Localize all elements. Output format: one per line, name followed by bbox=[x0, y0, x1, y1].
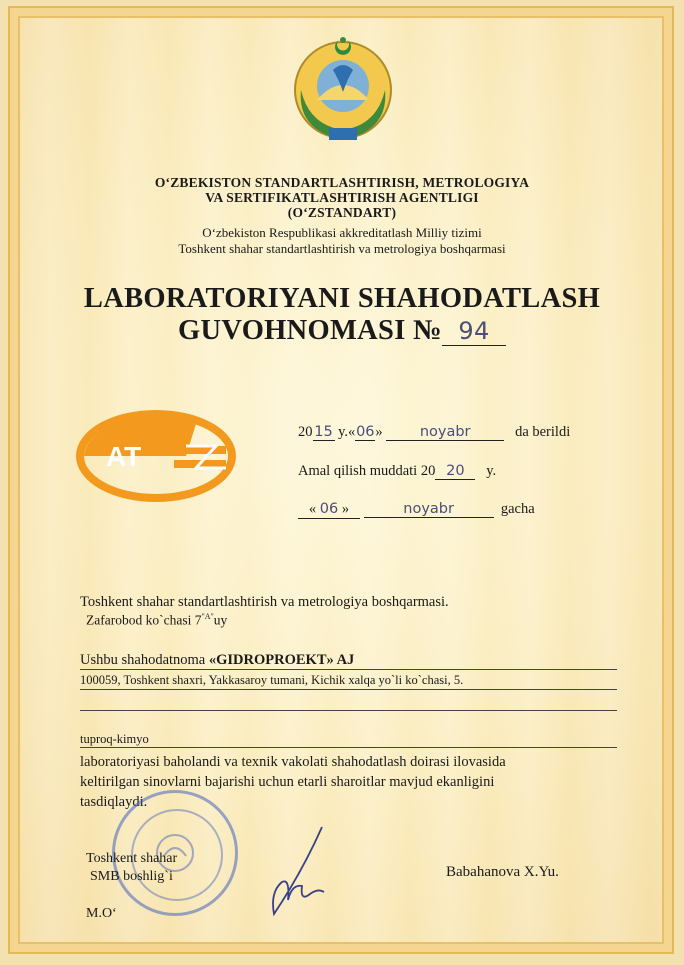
signatory-name: Babahanova X.Yu. bbox=[446, 864, 559, 880]
issuer-address-end: uy bbox=[213, 612, 228, 628]
lab-type: tuproq-kimyo bbox=[80, 732, 149, 746]
title-line-2 bbox=[0, 315, 684, 347]
statement-line-3: tasdiqlaydi. bbox=[80, 794, 148, 810]
statement-line-1: laboratoriyasi baholandi va texnik vakolati shahodatlash doirasi ilovasida bbox=[80, 754, 506, 770]
issue-date-row bbox=[298, 424, 570, 441]
issued-day: 06 bbox=[356, 424, 375, 440]
certificate-title bbox=[0, 283, 684, 347]
agency-line-1: O‘ZBEKISTON STANDARTLASHTIRISH, METROLOGIYA bbox=[154, 175, 530, 190]
statement-line-2: keltirilgan sinovlarni bajarishi uchun etarli sharoitlar mavjud ekanligini bbox=[80, 774, 495, 790]
issued-suffix: da berildi bbox=[515, 424, 571, 440]
stamp-place-mark: M.O‘ bbox=[86, 906, 117, 921]
issuer-address-sup: "A" bbox=[201, 612, 214, 621]
issuer-address-text: Zafarobod ko`chasi 7 bbox=[86, 612, 202, 628]
holder-row bbox=[80, 652, 354, 669]
agency-line-2: VA SERTIFIKATLASHTIRISH AGENTLIGI bbox=[205, 190, 479, 205]
state-emblem-icon bbox=[287, 30, 399, 148]
validity-year: 20 bbox=[435, 463, 475, 480]
at-logo-icon bbox=[76, 410, 236, 502]
position-line-1: Toshkent shahar bbox=[86, 851, 178, 866]
issuer: Toshkent shahar standartlashtirish va metrologiya boshqarmasi. bbox=[80, 594, 449, 610]
at-logo-text: AT bbox=[106, 441, 142, 472]
agency-name bbox=[0, 175, 684, 220]
validity-y: y. bbox=[486, 463, 497, 479]
certificate-number: 94 bbox=[442, 317, 506, 346]
address-underline bbox=[80, 689, 617, 690]
valid-suffix: gacha bbox=[500, 501, 535, 517]
issued-month: noyabr bbox=[386, 424, 504, 441]
holder-underline bbox=[80, 669, 617, 670]
title-line-2-text: GUVOHNOMASI № bbox=[178, 315, 442, 346]
lab-type-underline bbox=[80, 747, 617, 748]
agency-abbr: (O‘ZSTANDART) bbox=[287, 205, 397, 220]
valid-until-row bbox=[298, 501, 535, 519]
issued-y: y.« bbox=[338, 424, 356, 440]
validity-label: Amal qilish muddati 20 bbox=[298, 463, 436, 479]
issued-year: 15 bbox=[314, 424, 333, 440]
issued-close: » bbox=[375, 424, 383, 440]
validity-row bbox=[298, 463, 496, 480]
valid-open: « bbox=[308, 501, 317, 517]
issued-prefix: 20 bbox=[298, 424, 313, 440]
valid-day: 06 bbox=[319, 501, 339, 517]
valid-day-field bbox=[298, 501, 360, 519]
holder-prefix: Ushbu shahodatnoma bbox=[80, 652, 206, 668]
valid-month: noyabr bbox=[364, 501, 494, 518]
signature-icon bbox=[262, 822, 352, 922]
holder-address: 100059, Toshkent shaxri, Yakkasaroy tumani, Kichik xalqa yo`li ko`chasi, 5. bbox=[80, 673, 464, 687]
position-line-2: SMB boshlig`i bbox=[90, 869, 173, 884]
holder-name: «GIDROPROEKT» AJ bbox=[208, 652, 355, 668]
blank-line bbox=[80, 710, 617, 711]
department-line: Toshkent shahar standartlashtirish va metrologiya boshqarmasi bbox=[178, 241, 506, 256]
valid-close: » bbox=[341, 501, 350, 517]
issuer-address bbox=[86, 612, 227, 629]
signer-position bbox=[86, 850, 177, 886]
title-line-1: LABORATORIYANI SHAHODATLASH bbox=[83, 283, 601, 314]
system-line: O‘zbekiston Respublikasi akkreditatlash Milliy tizimi bbox=[202, 225, 482, 240]
